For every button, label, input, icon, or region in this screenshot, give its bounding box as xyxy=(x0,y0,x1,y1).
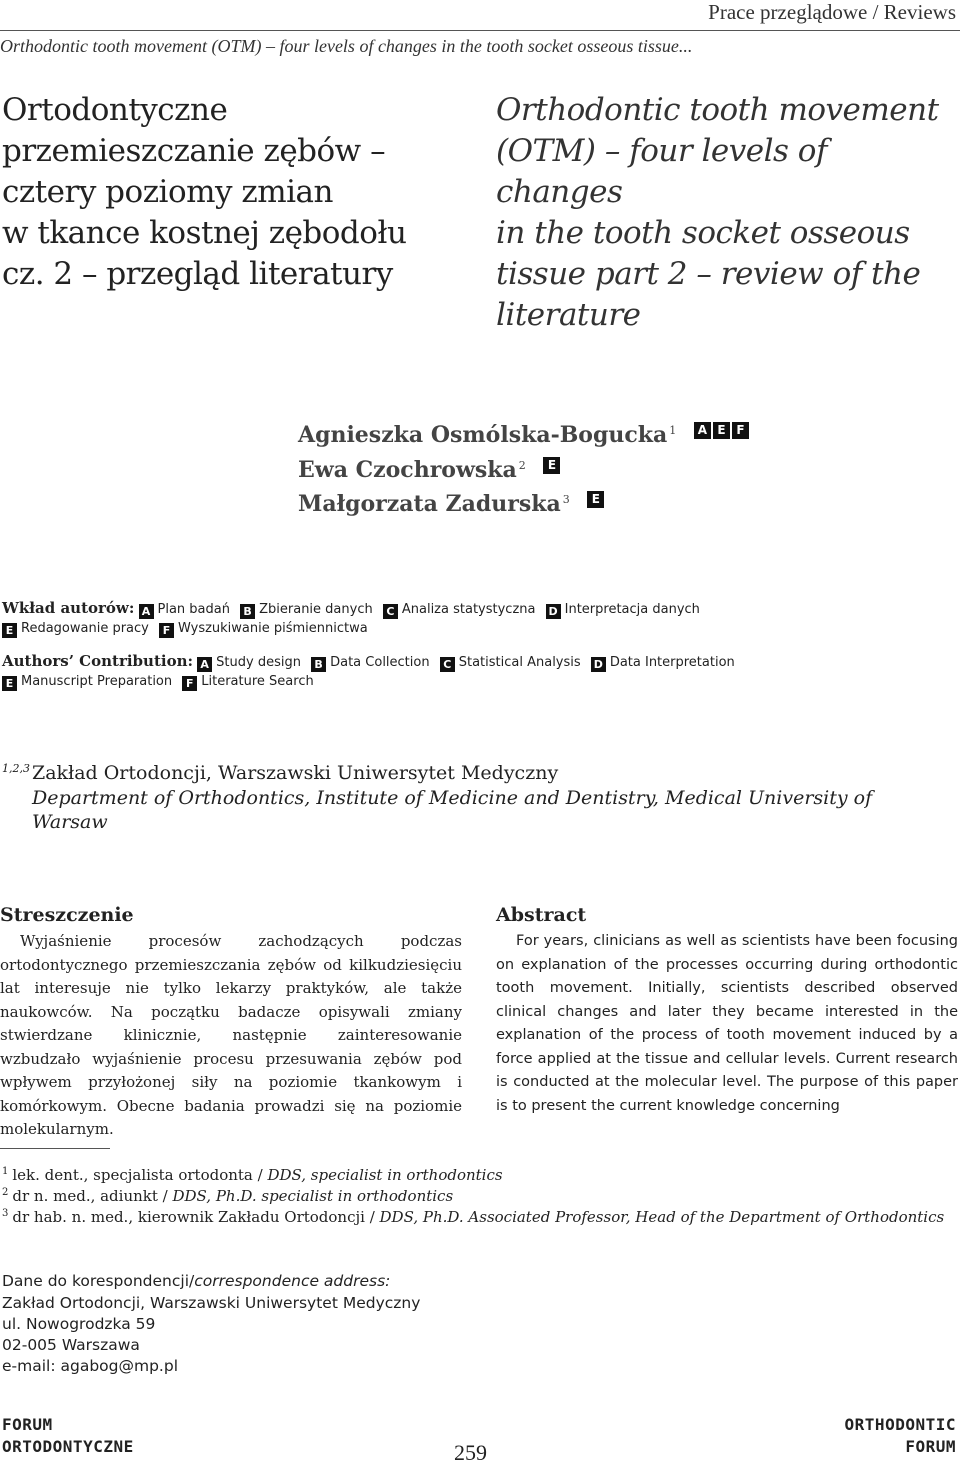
section-label: Prace przeglądowe / Reviews xyxy=(708,0,956,24)
contrib-item: Analiza statystyczna xyxy=(401,602,536,617)
title-en-line: (OTM) – four levels of changes xyxy=(496,133,827,210)
correspondence-line: 02-005 Warszawa xyxy=(2,1336,140,1354)
contrib-key: A xyxy=(197,657,212,672)
author-sup: 2 xyxy=(518,458,526,472)
title-pl-line: cz. 2 – przegląd literatury xyxy=(2,256,393,292)
header-rule xyxy=(0,30,960,31)
contrib-item: Zbieranie danych xyxy=(259,602,373,617)
contrib-key: D xyxy=(591,657,606,672)
author-name: Agnieszka Osmólska-Bogucka xyxy=(298,422,668,448)
contrib-pl-label: Wkład autorów: xyxy=(2,599,135,617)
role-box: E xyxy=(713,422,730,439)
role-box: A xyxy=(694,422,711,439)
author-name: Małgorzata Zadurska xyxy=(298,491,561,517)
footnote-rule xyxy=(0,1148,110,1149)
author-3 xyxy=(298,491,604,517)
contrib-key: B xyxy=(240,604,255,619)
footnote-pl: lek. dent., specjalista ortodonta / xyxy=(12,1166,268,1184)
author-roles xyxy=(543,457,560,474)
running-title: Orthodontic tooth movement (OTM) – four levels of changes in the tooth socket osseous tissue... xyxy=(0,36,693,56)
author-name: Ewa Czochrowska xyxy=(298,457,517,483)
affiliation-pl: Zakład Ortodoncji, Warszawski Uniwersytet Medyczny xyxy=(32,762,559,784)
contrib-key: C xyxy=(383,604,398,619)
title-en-line: literature xyxy=(496,297,641,333)
contrib-item: Wyszukiwanie piśmiennictwa xyxy=(178,621,368,636)
contrib-item: Study design xyxy=(216,655,301,670)
correspondence-label xyxy=(2,1272,390,1290)
footnote-2 xyxy=(2,1187,453,1205)
correspondence-label-en: correspondence address: xyxy=(194,1272,391,1290)
author-2 xyxy=(298,457,560,483)
title-pl-line: w tkance kostnej zębodołu xyxy=(2,215,407,251)
contrib-item: Interpretacja danych xyxy=(564,602,700,617)
footnote-en: DDS, Ph.D. specialist in orthodontics xyxy=(172,1187,454,1205)
footnote-pl: dr n. med., adiunkt / xyxy=(12,1187,173,1205)
footnote-sup: 1 xyxy=(2,1166,9,1177)
role-box: F xyxy=(732,422,749,439)
abstract-pl-text xyxy=(0,930,462,1142)
title-en-line: in the tooth socket osseous xyxy=(496,215,910,251)
page-number: 259 xyxy=(454,1440,487,1465)
title-polish xyxy=(2,90,422,295)
journal-name-pl-line2: ORTODONTYCZNE xyxy=(2,1437,134,1456)
contrib-key: A xyxy=(139,604,154,619)
author-sup: 3 xyxy=(562,492,570,506)
footnote-sup: 3 xyxy=(2,1208,9,1219)
contrib-item: Plan badań xyxy=(157,602,230,617)
contrib-key: E xyxy=(2,676,17,691)
footnote-en: DDS, Ph.D. Associated Professor, Head of the Department of Orthodontics xyxy=(379,1208,945,1226)
journal-name-en-line2: FORUM xyxy=(905,1437,956,1456)
footnote-en: DDS, specialist in orthodontics xyxy=(267,1166,503,1184)
contrib-en-line1 xyxy=(2,652,741,672)
author-roles xyxy=(694,422,749,439)
contrib-key: C xyxy=(440,657,455,672)
contrib-key: B xyxy=(311,657,326,672)
abstract-pl-heading: Streszczenie xyxy=(0,904,134,926)
title-english xyxy=(496,90,956,336)
correspondence-line: Zakład Ortodoncji, Warszawski Uniwersytet Medyczny xyxy=(2,1294,421,1312)
abstract-en-paragraph: For years, clinicians as well as scientists have been focusing on explanation of the processes occurring during orthodontic tooth movement. Initially, scientists described observed clinical changes and later they became interested in the explanation of the process of tooth movement induced by a force applied at the tissue and cellular levels. Current research is conducted at the molecular level. The purpose of this paper is to present the current knowledge concerning xyxy=(496,933,958,1114)
title-pl-line: cztery poziomy zmian xyxy=(2,174,333,210)
correspondence-email: e-mail: agabog@mp.pl xyxy=(2,1357,178,1375)
contrib-item: Statistical Analysis xyxy=(458,655,581,670)
footnote-1 xyxy=(2,1166,503,1184)
affiliation-sup: 1,2,3 xyxy=(2,762,30,775)
footnote-3 xyxy=(2,1208,944,1226)
contrib-en-label: Authors’ Contribution: xyxy=(2,652,194,670)
contrib-key: E xyxy=(2,623,17,638)
contrib-item: Literature Search xyxy=(201,674,314,689)
role-box: E xyxy=(587,491,604,508)
contrib-en-line2 xyxy=(2,674,320,691)
footnote-pl: dr hab. n. med., kierownik Zakładu Ortodoncji / xyxy=(12,1208,380,1226)
title-en-line: Orthodontic tooth movement xyxy=(496,92,939,128)
contrib-pl-line2 xyxy=(2,621,374,638)
contrib-key: D xyxy=(546,604,561,619)
contrib-pl-line1 xyxy=(2,599,706,619)
title-pl-line: Ortodontyczne xyxy=(2,92,228,128)
affiliation-en: Department of Orthodontics, Institute of Medicine and Dentistry, Medical University of Warsaw xyxy=(32,787,873,833)
title-pl-line: przemieszczanie zębów – xyxy=(2,133,386,169)
abstract-en-heading: Abstract xyxy=(496,904,587,926)
contrib-key: F xyxy=(182,676,197,691)
journal-name-en-line1: ORTHODONTIC xyxy=(844,1415,956,1434)
journal-name-pl-line1: FORUM xyxy=(2,1415,53,1434)
contrib-item: Data Collection xyxy=(330,655,430,670)
contrib-item: Manuscript Preparation xyxy=(21,674,173,689)
correspondence-label-pl: Dane do korespondencji/ xyxy=(2,1272,195,1290)
correspondence-line: ul. Nowogrodzka 59 xyxy=(2,1315,156,1333)
role-box: E xyxy=(543,457,560,474)
contrib-item: Data Interpretation xyxy=(609,655,735,670)
title-en-line: tissue part 2 – review of the xyxy=(496,256,921,292)
contrib-item: Redagowanie pracy xyxy=(21,621,149,636)
abstract-pl-paragraph: Wyjaśnienie procesów zachodzących podczas ortodontycznego przemieszczania zębów od kilkudziesięciu lat interesuje nie tylko lekarzy praktyków, ale także naukowców. Na początku badacze opisywali zmiany stwierdzane klinicznie, następnie zainteresowanie wzbudzało wyjaśnienie procesu przesuwania zębów pod wpływem przyłożonej siły na poziomie tkankowym i komórkowym. Obecne badania prowadzi się na poziomie molekularnym. xyxy=(0,932,462,1138)
author-1 xyxy=(298,422,749,448)
contrib-key: F xyxy=(159,623,174,638)
author-sup: 1 xyxy=(669,423,677,437)
footnote-sup: 2 xyxy=(2,1187,9,1198)
abstract-en-text xyxy=(496,930,958,1118)
author-roles xyxy=(587,491,604,508)
